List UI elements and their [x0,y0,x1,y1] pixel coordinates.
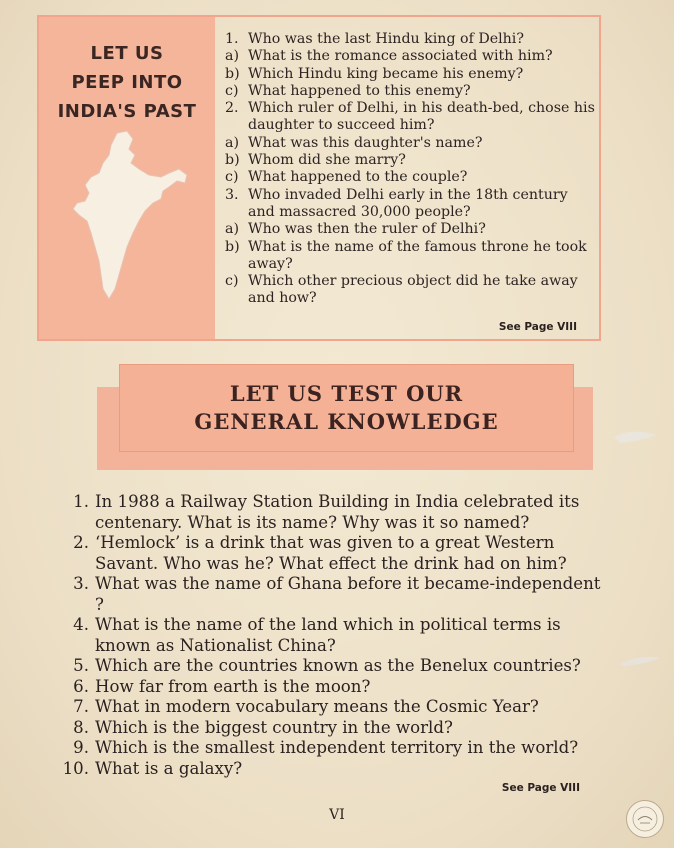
page-number: VI [329,807,345,823]
gk-question: 10. What is a galaxy? [62,758,243,778]
gk-question: 3. What was the name of Ghana before it became-independent ? [73,574,601,614]
india-map-icon [69,129,189,304]
peep-questions-list [225,31,595,308]
peep-question: a) What is the romance associated with him? [225,48,553,65]
peep-question: 3. Who invaded Delhi early in the 18th century and massacred 30,000 people? [225,186,568,220]
gk-banner-line-1: LET US TEST OUR [229,381,464,406]
gk-question: 7. What in modern vocabulary means the Cosmic Year? [73,697,539,716]
gk-question: 8. Which is the biggest country in the world? [73,717,453,737]
peep-question: c) What happened to the couple? [225,169,468,186]
peep-question: 2. Which ruler of Delhi, in his death-bed, chose his daughter to succeed him? [225,100,595,134]
gk-banner [119,364,574,452]
gk-question: 1. In 1988 a Railway Station Building in India celebrated its centenary. What is its name? Why was it so named? [73,492,580,532]
peep-box-title-panel [39,17,215,339]
peep-title-line-2: PEEP INTO [71,72,183,93]
peep-question: c) What happened to this enemy? [225,82,471,99]
peep-title-line-3: INDIA'S PAST [57,101,197,122]
peep-see-page-reference: See Page VIII [498,321,577,333]
gk-question: 9. Which is the smallest independent territory in the world? [73,738,579,757]
library-stamp-icon [626,800,664,838]
gk-banner-line-2: GENERAL KNOWLEDGE [194,409,499,434]
gk-question: 2. ‘Hemlock’ is a drink that was given to a great Western Savant. Who was he? What effect the drink had on him? [73,533,567,573]
paper-smudge-icon [618,650,664,670]
peep-question: 1. Who was the last Hindu king of Delhi? [225,31,524,47]
gk-questions-list [56,492,601,779]
peep-box-title [39,39,215,126]
peep-question: c) Which other precious object did he take away and how? [225,273,578,307]
peep-question: b) Which Hindu king became his enemy? [225,65,524,82]
peep-question: b) Whom did she marry? [225,152,406,169]
gk-question: 6. How far from earth is the moon? [73,676,371,696]
peep-question: a) Who was then the ruler of Delhi? [225,221,486,238]
peep-into-indias-past-box [37,15,601,341]
peep-question: b) What is the name of the famous throne he took away? [225,238,587,272]
gk-question: 4. What is the name of the land which in political terms is known as Nationalist China? [73,615,561,655]
gk-see-page-reference: See Page VIII [501,782,580,794]
peep-question: a) What was this daughter's name? [225,134,483,151]
peep-title-line-1: LET US [90,43,164,64]
gk-question: 5. Which are the countries known as the Benelux countries? [73,656,581,675]
paper-smudge-icon [612,425,662,447]
